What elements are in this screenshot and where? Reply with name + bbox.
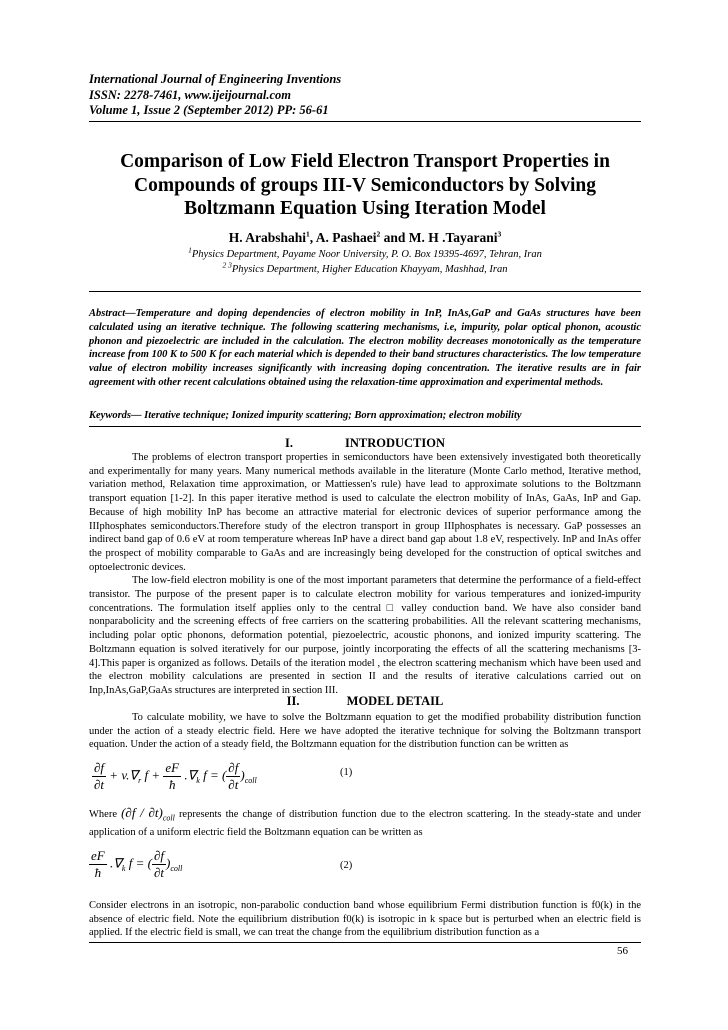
equation-1: $\frac{\partial f}{\partial t}$ + $v.\nabla_r$ f + $\frac{eF}{ħ}$ $.\nabla_k$ f = ( $\frac{\partial f}{\partial t}$ )$_{coll}$ (94, 760, 257, 792)
author-1: H. Arabshahi (228, 230, 306, 245)
author-sep-1: , (309, 230, 316, 245)
title-line-3: Boltzmann Equation Using Iteration Model (184, 198, 546, 219)
model-paragraph-2: Consider electrons in an isotropic, non-parabolic conduction band whose equilibrium Fermi distribution function is f0(k) in the absence of electric field. Note the equilibrium distribution f0(k) is isotropic in k space but is perturbed when an electric field is applied. If the electric field is small, we can treat the change from the equilibrium distribution function as a (89, 900, 641, 939)
abstract-top-rule (89, 291, 641, 292)
section-title: INTRODUCTION (344, 436, 445, 450)
page-number: 56 (617, 945, 628, 957)
author-2-sup: 2 (376, 229, 381, 239)
section-number: II. (286, 694, 300, 708)
affiliation-2-sup: 2 3 (222, 260, 232, 270)
equation-1-number: (1) (340, 767, 353, 778)
affiliation-1-text: Physics Department, Payame Noor University, P. O. Box 19395-4697, Tehran, Iran (191, 249, 542, 260)
header-rule (89, 121, 641, 122)
journal-volume: Volume 1, Issue 2 (September 2012) PP: 56-61 (89, 103, 329, 117)
title-line-1: Comparison of Low Field Electron Transport Properties in (120, 151, 610, 172)
affiliation-2 (89, 260, 641, 275)
affiliation-2-text: Physics Department, Higher Education Khayyam, Mashhad, Iran (231, 264, 508, 275)
intro-paragraph-2: The low-field electron mobility is one of the most important parameters that determine the performance of a field-effect transistor. The purpose of the present paper is to calculate electron mobility for various temperatures and ionized-impurity concentrations. The formulation itself applies only to the central □ valley conduction band. We have also consider band nonparabolicity and the screening effects of free carriers on the scattering probabilities. All the relevant scattering mechanisms, including polar optic phonons, deformation potential, piezoelectric, acoustic phonons, and ionized impurity scattering. The Boltzmann equation is solved iteratively for our purpose, jointly incorporating the effects of all the scattering mechanisms [3-4].This paper is organized as follows. Details of the iteration model , the electron scattering mechanism which have been used and the electron mobility calculations are presented in section II and the results of iterative calculations carried out on Inp,InAs,GaP,GaAs structures are interpreted in section III. (89, 575, 641, 696)
introduction-body (89, 451, 641, 698)
journal-name: International Journal of Engineering Inventions (89, 72, 342, 86)
section-number: I. (284, 436, 293, 450)
where-paragraph (89, 806, 641, 840)
intro-paragraph-1: The problems of electron transport properties in semiconductors have been extensively investigated both theoretically and experimentally for many years. Many numerical methods available in the literature (Monte Carlo method, Iterative method, variation method, Relaxation time approximation, or Mattiessen's rule) have lead to approximate solutions to the Boltzmann transport equation [1-2]. In this paper iterative method is used to calculate the electron mobility of InAs, GaAs, InP and Gap. Because of high mobility InP has become an attractive material for electronic devices of superior performance among the IIIphosphates semiconductors.Therefore study of the electron transport in group IIIphosphates is necessary. GaP possesses an indirect band gap of 0.6 eV at room temperature whereas InP have a direct band gap about 1.8 eV, respectively. InP and InAs offer the prospect of mobility comparable to GaAs and are increasingly being developed for the construction of optical switches and optoelectronic devices. (89, 452, 641, 573)
model-paragraph-1: To calculate mobility, we have to solve the Boltzmann equation to get the modified probability distribution function under the action of a steady electric field. Here we have adopted the iterative technique for solving the Boltzmann transport equation. Under the action of a steady field, the Boltzmann equation for the distribution function can be written as (89, 712, 641, 751)
author-3-sup: 3 (497, 229, 502, 239)
title-line-2: Compounds of groups III-V Semiconductors by Solving (134, 174, 596, 196)
keywords-rule (89, 426, 641, 427)
model-paragraph-2-wrap (89, 899, 641, 940)
journal-header (89, 72, 341, 119)
section-title: MODEL DETAIL (346, 694, 444, 708)
equation-2: $\frac{eF}{ħ}$ $.\nabla_k$ f = ( $\frac{\partial f}{\partial t}$ )$_{coll}$ (91, 848, 183, 880)
author-1-sup: 1 (305, 229, 310, 239)
footer-rule (89, 942, 641, 943)
equation-2-number: (2) (340, 860, 353, 871)
where-tail: represents the change of distribution function due to the electron scattering. In the steady-state and under application of a uniform electric field the Boltzmann equation can be written as (89, 809, 642, 838)
author-2: A. Pashaei (315, 230, 377, 245)
keywords: Keywords— Iterative technique; Ionized impurity scattering; Born approximation; electron mobility (89, 410, 522, 421)
abstract: Abstract—Temperature and doping dependencies of electron mobility in InP, InAs,GaP and GaAs structures have been calculated using an iterative technique. The following scattering mechanisms, i.e, impurity, polar optical phonon, acoustic phonon and piezoelectric are included in the calculation. The electron mobility decreases monotonically as the temperature increase from 100 K to 500 K for each material which is depended to their band structures characteristics. The low temperature value of electron mobility increases significantly with increasing doping concentration. The iterative results are in fair agreement with other recent calculations obtained using the relaxation-time approximation and experimental methods. (89, 308, 641, 388)
paper-title (89, 150, 641, 221)
author-list (89, 230, 641, 246)
affiliation-1-sup: 1 (188, 245, 192, 255)
author-3: M. H .Tayarani (408, 230, 498, 245)
affiliation-1 (89, 245, 641, 260)
collision-term: $(\partial f / \partial t)_{coll}$ (121, 805, 175, 823)
section-heading-model-detail (89, 694, 641, 709)
section-heading-introduction (89, 436, 641, 451)
where-lead: Where (89, 809, 117, 820)
author-sep-2: and (380, 230, 409, 245)
journal-issn: ISSN: 2278-7461, www.ijeijournal.com (89, 87, 291, 102)
model-detail-body (89, 711, 641, 752)
